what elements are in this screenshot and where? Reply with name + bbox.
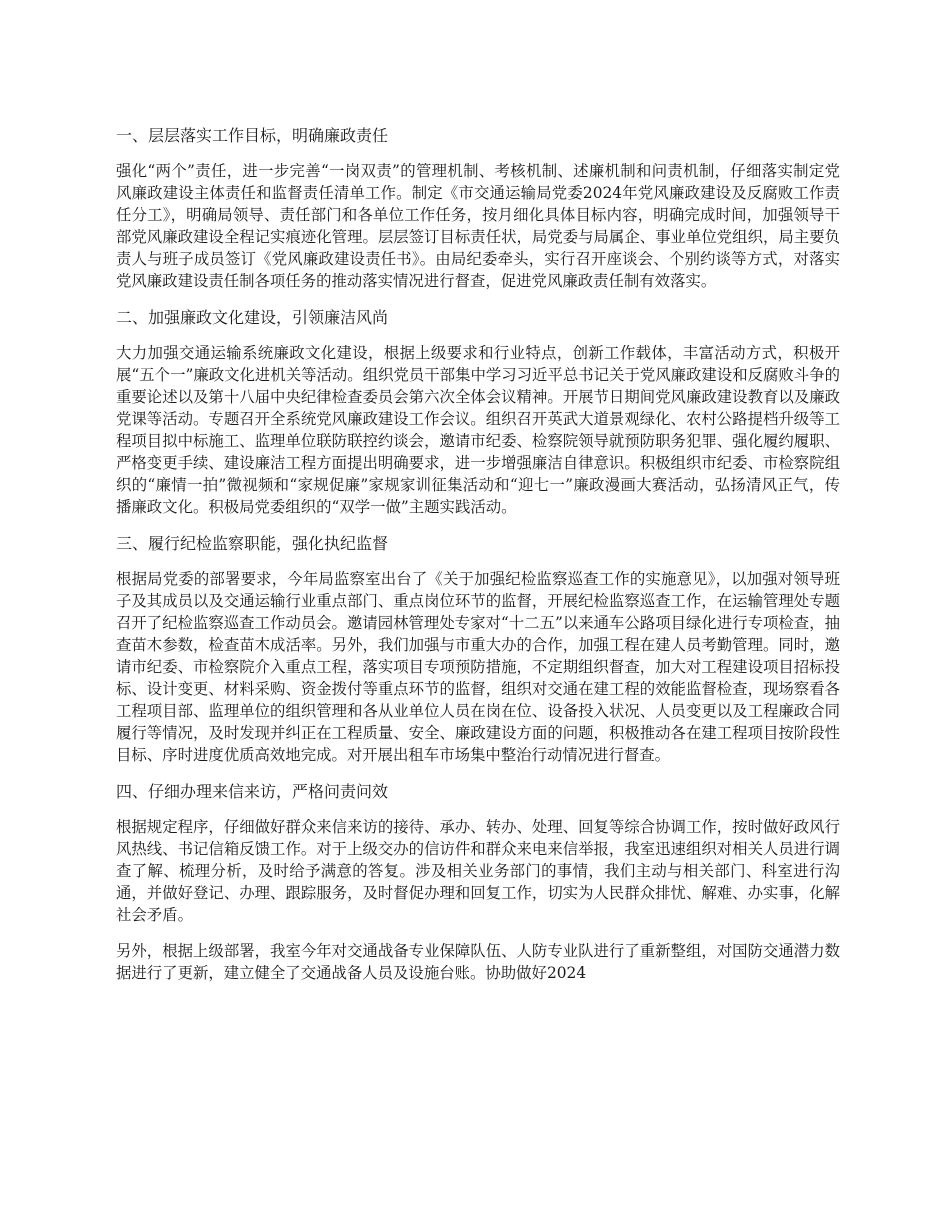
document-page bbox=[116, 124, 840, 998]
section-4-paragraph-2: 另外，根据上级部署，我室今年对交通战备专业保障队伍、人防专业队进行了重新整组，对国防交通潜力数据进行了更新，建立健全了交通战备人员及设施台账。协助做好2024 bbox=[116, 942, 840, 982]
section-4-paragraph-1: 根据规定程序，仔细做好群众来信来访的接待、承办、转办、处理、回复等综合协调工作，按时做好政风行风热线、书记信箱反馈工作。对于上级交办的信访件和群众来电来信举报，我室迅速组织对相关人员进行调查了解、梳理分析，及时给予满意的答复。涉及相关业务部门的事情，我们主动与相关部门、科室进行沟通，并做好登记、办理、跟踪服务，及时督促办理和回复工作，切实为人民群众排忧、解难、办实事，化解社会矛盾。 bbox=[116, 818, 840, 924]
section-2-heading: 二、加强廉政文化建设，引领廉洁风尚 bbox=[116, 308, 389, 327]
section-3-paragraph-1: 根据局党委的部署要求，今年局监察室出台了《关于加强纪检监察巡查工作的实施意见》，以加强对领导班子及其成员以及交通运输行业重点部门、重点岗位环节的监督，开展纪检监察巡查工作，在运输管理处专题召开了纪检监察巡查工作动员会。邀请园林管理处专家对“十二五”以来通车公路项目绿化进行专项检查，抽查苗木参数，检查苗木成活率。另外，我们加强与市重大办的合作，加强工程在建人员考勤管理。同时，邀请市纪委、市检察院介入重点工程，落实项目专项预防措施，不定期组织督查，加大对工程建设项目招标投标、设计变更、材料采购、资金拨付等重点环节的监督，组织对交通在建工程的效能监督检查，现场察看各工程项目部、监理单位的组织管理和各从业单位人员在岗在位、设备投入状况、人员变更以及工程廉政合同履行等情况，及时发现并纠正在工程质量、安全、廉政建设方面的问题，积极推动各在建工程项目按阶段性目标、序时进度优质高效地完成。对开展出租车市场集中整治行动情况进行督查。 bbox=[116, 570, 840, 764]
section-4-heading: 四、仔细办理来信来访，严格问责问效 bbox=[116, 782, 389, 801]
section-2-paragraph-1: 大力加强交通运输系统廉政文化建设，根据上级要求和行业特点，创新工作载体，丰富活动方式，积极开展“五个一”廉政文化进机关等活动。组织党员干部集中学习习近平总书记关于党风廉政建设和反腐败斗争的重要论述以及第十八届中央纪律检查委员会第六次全体会议精神。开展节日期间党风廉政建设教育以及廉政党课等活动。专题召开全系统党风廉政建设工作会议。组织召开英武大道景观绿化、农村公路提档升级等工程项目拟中标施工、监理单位联防联控约谈会，邀请市纪委、检察院领导就预防职务犯罪、强化履约履职、严格变更手续、建设廉洁工程方面提出明确要求，进一步增强廉洁自律意识。积极组织市纪委、市检察院组织的“廉情一拍”微视频和“家规促廉”家规家训征集活动和“迎七一”廉政漫画大赛活动，弘扬清风正气，传播廉政文化。积极局党委组织的“双学一做”主题实践活动。 bbox=[116, 344, 840, 516]
section-3-heading: 三、履行纪检监察职能，强化执纪监督 bbox=[116, 534, 389, 553]
section-1-heading: 一、层层落实工作目标，明确廉政责任 bbox=[116, 126, 389, 145]
section-1-paragraph-1: 强化“两个”责任，进一步完善“一岗双责”的管理机制、考核机制、述廉机制和问责机制，仔细落实制定党风廉政建设主体责任和监督责任清单工作。制定《市交通运输局党委2024年党风廉政建设及反腐败工作责任分工》，明确局领导、责任部门和各单位工作任务，按月细化具体目标内容，明确完成时间，加强领导干部党风廉政建设全程记实痕迹化管理。层层签订目标责任状，局党委与局属企、事业单位党组织，局主要负责人与班子成员签订《党风廉政建设责任书》。由局纪委牵头，实行召开座谈会、个别约谈等方式，对落实党风廉政建设责任制各项任务的推动落实情况进行督查，促进党风廉政责任制有效落实。 bbox=[116, 162, 840, 290]
